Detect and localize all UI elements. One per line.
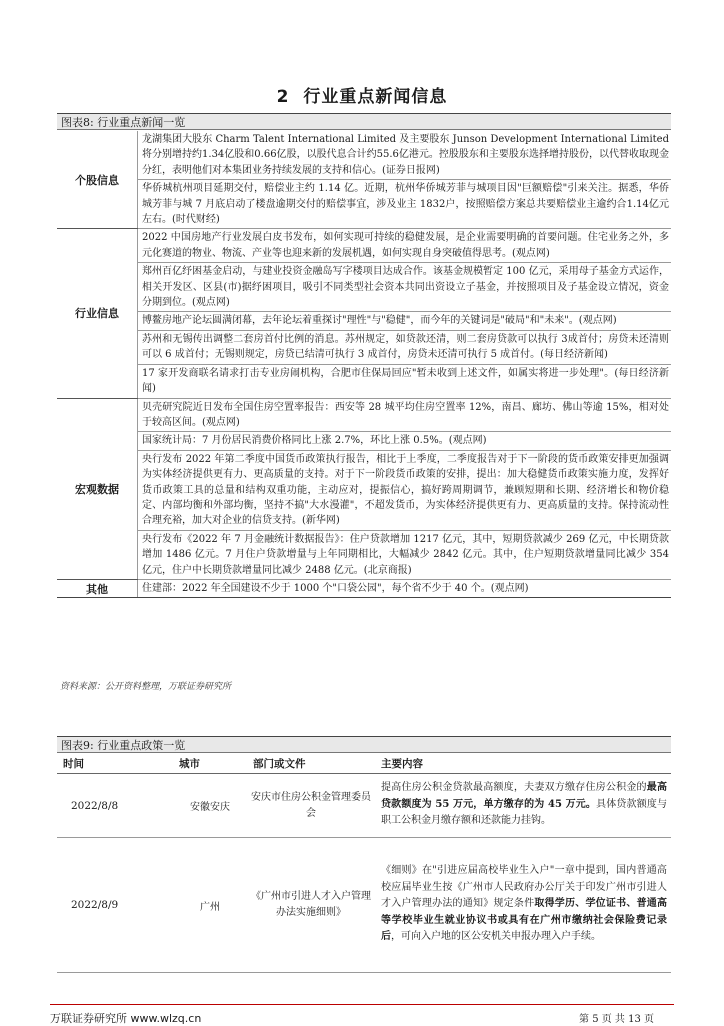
policy-date: 2022/8/9 <box>57 838 173 973</box>
news-row <box>57 180 671 229</box>
news-row <box>57 450 671 530</box>
news-item: 央行发布《2022 年 7 月金融统计数据报告》：住户贷款增加 1217 亿元，其中，短期贷款减少 269 亿元，中长期贷款增加 1486 亿元。7 月住户贷款增量与上年同期相比，大幅减少 2842 亿元。其中，住户短期贷款增量同比减少 354 亿元，住户中长期贷款增量同比减少 2488 亿元。(北京商报) <box>138 530 672 579</box>
content-text: 《细则》在"引进应届高校毕业生入户"一章中提到，国内普通高校应届毕业生按《广州市人民政府办公厅关于印发广州市引进人才入户管理办法的通知》规定条件 <box>381 865 667 910</box>
policy-row <box>57 774 671 838</box>
policy-content <box>375 774 671 838</box>
figure8-title: 图表8: 行业重点新闻一览 <box>57 113 671 130</box>
news-item: 博鳌房地产论坛圆满闭幕，去年论坛着重探讨"理性"与"稳健"，而今年的关键词是"破局"和"未来"。(观点网) <box>138 312 672 330</box>
source-note: 资料来源：公开资料整理，万联证券研究所 <box>60 682 232 692</box>
news-row <box>57 229 671 263</box>
section-title <box>0 82 724 107</box>
policy-city: 安徽安庆 <box>173 774 247 838</box>
news-item: 住建部：2022 年全国建设不少于 1000 个"口袋公园"，每个省不少于 40 个。(观点网) <box>138 579 672 597</box>
news-row <box>57 530 671 579</box>
news-item: 17 家开发商联名请求打击专业房闹机构，合肥市住保局回应"暂未收到上述文件，如属实将进一步处理"。(每日经济新闻) <box>138 364 672 398</box>
news-item: 央行发布 2022 年第二季度中国货币政策执行报告，相比于上季度，二季度报告对于下一阶段的货币政策安排更加强调为实体经济提供更有力、更高质量的支持。对于下一阶段货币政策的安排，提出：加大稳健货币政策实施力度，发挥好货币政策工具的总量和结构双重功能，主动应对，提振信心，搞好跨周期调节，兼顾短期和长期、经济增长和物价稳定、内部均衡和外部均衡，坚持不搞"大水漫灌"，不超发货币，为实体经济提供更有力、更高质量的支持。保持流动性合理充裕，加大对企业的信贷支持。(新华网) <box>138 450 672 530</box>
news-item: 贝壳研究院近日发布全国住房空置率报告：西安等 28 城平均住房空置率 12%，南昌、廊坊、佛山等逾 15%，相对处于较高区间。(观点网) <box>138 398 672 432</box>
news-item: 郑州百亿纾困基金启动，与建业投资金融岛写字楼项目达成合作。该基金规模暂定 100 亿元，采用母子基金方式运作，相关开发区、区县(市)据纾困项目，吸引不同类型社会资本共同出资设立子基金，并按照项目及子基金设立情况，资金分期到位。(观点网) <box>138 263 672 312</box>
footer-left: 万联证券研究所 www.wlzq.cn <box>50 1012 202 1025</box>
news-row <box>57 131 671 180</box>
news-row <box>57 432 671 450</box>
policy-row <box>57 838 671 973</box>
news-item: 国家统计局：7 月份居民消费价格同比上涨 2.7%，环比上涨 0.5%。(观点网) <box>138 432 672 450</box>
content-text: 具体贷款额度与职工公积金月缴存额和还款能力挂钩。 <box>381 798 668 827</box>
header-dept: 部门或文件 <box>247 753 375 774</box>
content-highlight: 最高贷款额度为 55 万元，单方缴存的为 45 万元。 <box>381 782 668 810</box>
news-row <box>57 364 671 398</box>
news-category: 其他 <box>57 579 138 597</box>
page-number: 第 5 页 共 13 页 <box>579 1014 654 1025</box>
policy-dept: 安庆市住房公积金管理委员会 <box>247 774 375 838</box>
news-item: 2022 中国房地产行业发展白皮书发布，如何实现可持续的稳健发展，是企业需要明确的首要问题。住宅业务之外，多元化赛道的物业、物流、产业等也迎来新的发展机遇，如何实现自身突破值得思考。(观点网) <box>138 229 672 263</box>
header-city: 城市 <box>173 753 247 774</box>
figure9-title: 图表9: 行业重点政策一览 <box>57 736 671 753</box>
content-text: 提高住房公积金贷款最高额度，夫妻双方缴存住房公积金的 <box>381 782 647 794</box>
policy-dept: 《广州市引进人才入户管理办法实施细则》 <box>247 838 375 973</box>
section-title-text: 行业重点新闻信息 <box>303 87 448 107</box>
footer-divider <box>50 1004 674 1005</box>
content-text: ，可向入户地的区公安机关申报办理入户手续。 <box>391 931 601 943</box>
header-content: 主要内容 <box>375 753 671 774</box>
news-table <box>57 131 671 598</box>
policy-city: 广州 <box>173 838 247 973</box>
news-row <box>57 330 671 364</box>
policy-date: 2022/8/8 <box>57 774 173 838</box>
policy-table <box>57 753 671 973</box>
news-row <box>57 263 671 312</box>
news-item: 华侨城杭州项目延期交付，赔偿业主约 1.14 亿。近期，杭州华侨城芳菲与城项目因"巨额赔偿"引来关注。据悉，华侨城芳菲与城 7 月底启动了楼盘逾期交付的赔偿事宜，涉及业主 1832户，按照赔偿方案总共要赔偿业主逾约合1.14亿元左右。(时代财经) <box>138 180 672 229</box>
news-item: 苏州和无锡传出调整二套房首付比例的消息。苏州规定，如贷款还清，则二套房贷款可以执行 3成首付；房贷未还清则可以 6 成首付；无锡则规定，房贷已结清可执行 3 成首付，房贷未还清可执行 5 成首付。(每日经济新闻) <box>138 330 672 364</box>
header-date: 时间 <box>57 753 173 774</box>
news-row <box>57 312 671 330</box>
news-row <box>57 398 671 432</box>
news-item: 龙湖集团大股东 Charm Talent International Limited 及主要股东 Junson Development International Limited将分别增持约1.34亿股和0.66亿股，以股代息合计约55.6亿港元。控股股东和主要股东选择增持股份，以代替收取现金分红，表明他们对本集团业务持续发展的支持和信心。(证券日报网) <box>138 131 672 180</box>
news-category: 个股信息 <box>57 131 138 229</box>
policy-content <box>375 838 671 973</box>
policy-header-row <box>57 753 671 774</box>
news-category: 行业信息 <box>57 229 138 398</box>
section-number: 2 <box>276 87 290 107</box>
content-highlight: 取得学历、学位证书、普通高等学校毕业生就业协议书或具有在广州市缴纳社会保险费记录后 <box>381 898 668 943</box>
news-category: 宏观数据 <box>57 398 138 579</box>
news-row <box>57 579 671 597</box>
